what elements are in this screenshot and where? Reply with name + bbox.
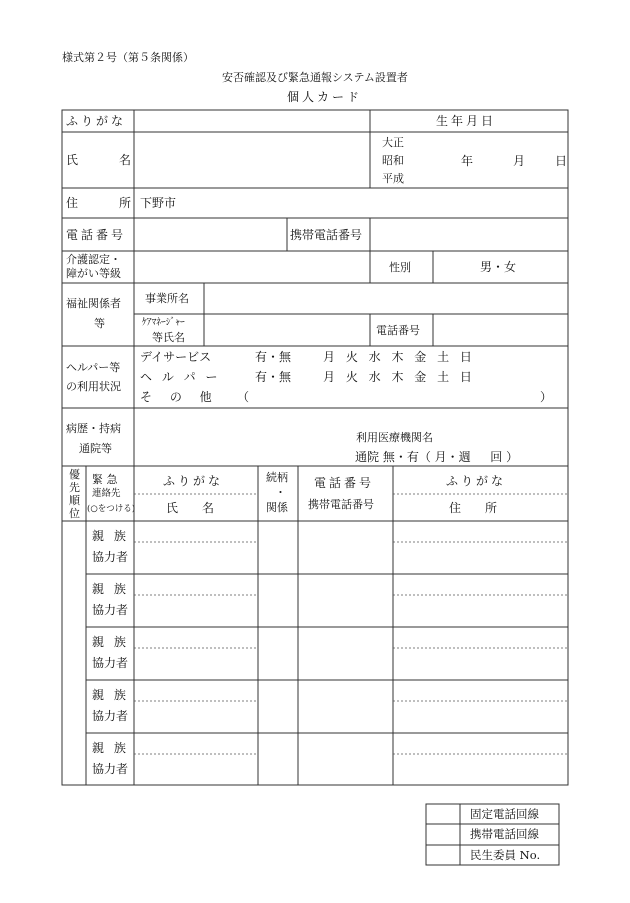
col-relation-1: 続柄 <box>266 471 288 484</box>
service-helper-name: ヘ ル パ ー <box>140 370 218 384</box>
label-history-1: 病歴・持病 <box>66 422 121 435</box>
label-welfare-2: 等 <box>94 317 105 330</box>
form-title: 個人カード <box>287 90 363 104</box>
col-mobile: 携帯電話番号 <box>308 498 374 511</box>
row1-family: 親 族 <box>92 529 126 543</box>
era-showa: 昭和 <box>382 154 404 167</box>
address-value: 下野市 <box>140 196 177 210</box>
label-addr-a: 住 <box>66 196 79 210</box>
label-mobile: 携帯電話番号 <box>290 228 363 242</box>
label-order-3: 順 <box>69 494 80 507</box>
col-furigana: ふりがな <box>163 474 224 488</box>
label-order-4: 位 <box>69 507 80 520</box>
label-welfare-1: 福祉関係者 <box>66 297 121 310</box>
row2-family: 親 族 <box>92 582 126 596</box>
label-emergency-2: 連絡先 <box>92 488 121 499</box>
label-month: 月 <box>513 154 526 168</box>
col-name: 氏 名 <box>166 501 215 515</box>
label-emergency-3: (○をつける) <box>87 504 136 514</box>
row1-helper: 協力者 <box>92 550 129 564</box>
label-care-1: 介護認定・ <box>66 253 121 266</box>
label-hospital: 利用医療機関名 <box>356 431 433 444</box>
form-number: 様式第２号（第５条関係） <box>62 51 194 64</box>
footer-landline: 固定電話回線 <box>470 807 539 821</box>
label-year: 年 <box>461 154 474 168</box>
label-name-b: 名 <box>119 153 132 167</box>
row5-helper: 協力者 <box>92 762 129 776</box>
col-phone: 電話番号 <box>314 476 375 490</box>
label-helper-1: ヘルパー等 <box>66 361 121 374</box>
col-addr: 住 所 <box>449 501 498 515</box>
label-history-2: 通院等 <box>79 442 112 455</box>
service-day-weekdays: 月 火 水 木 金 土 日 <box>323 350 472 364</box>
service-other-close: ） <box>540 390 553 404</box>
label-care-2: 障がい等級 <box>66 267 121 280</box>
footer-welfare-commissioner: 民生委員 No. <box>470 848 541 862</box>
service-helper-yesno: 有・無 <box>255 370 292 384</box>
era-heisei: 平成 <box>382 172 404 185</box>
label-phone: 電話番号 <box>66 228 127 242</box>
service-other-open: （ <box>237 390 250 404</box>
label-welfare-phone: 電話番号 <box>376 324 420 337</box>
label-gender: 性別 <box>389 261 411 274</box>
label-day: 日 <box>555 154 568 168</box>
row4-helper: 協力者 <box>92 709 129 723</box>
label-furigana: ふりがな <box>66 114 127 128</box>
label-order-1: 優 <box>69 468 80 481</box>
row5-family: 親 族 <box>92 741 126 755</box>
row3-helper: 協力者 <box>92 656 129 670</box>
service-other-name: そ の 他 <box>140 390 212 404</box>
gender-value: 男・女 <box>480 260 517 274</box>
row3-family: 親 族 <box>92 635 126 649</box>
form-subtitle: 安否確認及び緊急通報システム設置者 <box>222 71 408 84</box>
col-addr-furigana: ふりがな <box>446 474 507 488</box>
label-birthdate: 生年月日 <box>436 114 497 128</box>
service-day-yesno: 有・無 <box>255 350 292 364</box>
label-office: 事業所名 <box>145 292 189 305</box>
service-day-name: デイサービス <box>140 350 212 364</box>
era-taisho: 大正 <box>382 136 404 149</box>
row2-helper: 協力者 <box>92 603 129 617</box>
row4-family: 親 族 <box>92 688 126 702</box>
label-name-a: 氏 <box>66 153 79 167</box>
label-helper-2: の利用状況 <box>66 380 121 393</box>
label-caremanager-2: 等氏名 <box>152 331 185 344</box>
footer-mobile-line: 携帯電話回線 <box>470 827 539 841</box>
label-caremanager-1: ｹｱﾏﾈｰｼﾞｬｰ <box>142 317 185 328</box>
label-order-2: 先 <box>69 481 80 494</box>
label-emergency-1: 緊 急 <box>92 473 118 486</box>
label-visit: 通院 無・有（ 月・週 回 ） <box>355 450 519 464</box>
label-addr-b: 所 <box>119 196 132 210</box>
col-relation-3: 関係 <box>266 501 288 514</box>
col-relation-2: ・ <box>275 486 286 499</box>
service-helper-weekdays: 月 火 水 木 金 土 日 <box>323 370 472 384</box>
